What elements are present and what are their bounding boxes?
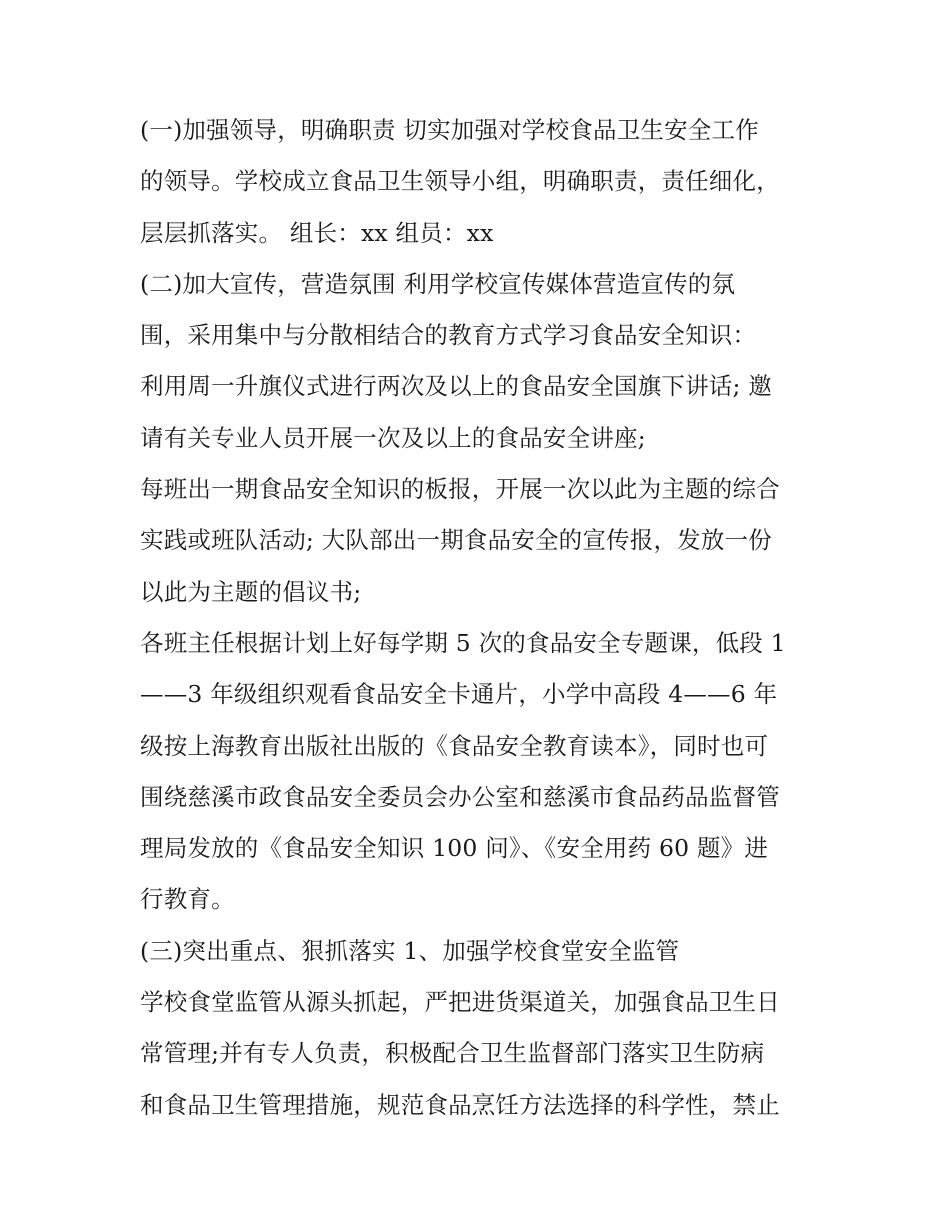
text-line: 围，采用集中与分散相结合的教育方式学习食品安全知识： bbox=[140, 321, 757, 350]
text-line: 实践或班队活动; 大队部出一期食品安全的宣传报，发放一份 bbox=[140, 526, 772, 555]
text-line: 每班出一期食品安全知识的板报，开展一次以此为主题的综合 bbox=[140, 475, 780, 504]
text-line: 利用周一升旗仪式进行两次及以上的食品安全国旗下讲话; 邀 bbox=[140, 372, 772, 401]
document-body bbox=[140, 108, 830, 1134]
text-line: (三)突出重点、狠抓落实 1、加强学校食堂安全监管 bbox=[140, 936, 680, 965]
text-line: 学校食堂监管从源头抓起，严把进货渠道关，加强食品卫生日 bbox=[140, 988, 780, 1017]
text-line: 的领导。学校成立食品卫生领导小组，明确职责，责任细化， bbox=[140, 167, 780, 196]
text-line: 行教育。 bbox=[140, 885, 235, 914]
text-line: 级按上海教育出版社出版的《食品安全教育读本》，同时也可 bbox=[140, 731, 769, 760]
text-line: 常管理;并有专人负责，积极配合卫生监督部门落实卫生防病 bbox=[140, 1039, 765, 1068]
text-line: 以此为主题的倡议书; bbox=[140, 577, 362, 606]
text-line: 请有关专业人员开展一次及以上的食品安全讲座; bbox=[140, 423, 646, 452]
text-line: 围绕慈溪市政食品安全委员会办公室和慈溪市食品药品监督管 bbox=[140, 782, 780, 811]
text-line: 各班主任根据计划上好每学期 5 次的食品安全专题课，低段 1 bbox=[140, 628, 786, 657]
text-line: (一)加强领导，明确职责 切实加强对学校食品卫生安全工作 bbox=[140, 116, 759, 144]
text-line: 理局发放的《食品安全知识 100 问》、《安全用药 60 题》进 bbox=[140, 834, 769, 863]
text-line: 和食品卫生管理措施，规范食品烹饪方法选择的科学性，禁止 bbox=[140, 1090, 780, 1119]
text-line: 层层抓落实。 组长：xx 组员：xx bbox=[140, 218, 494, 247]
text-line: ——3 年级组织观看食品安全卡通片，小学中高段 4——6 年 bbox=[140, 680, 778, 709]
text-line: (二)加大宣传，营造氛围 利用学校宣传媒体营造宣传的氛 bbox=[140, 269, 736, 298]
